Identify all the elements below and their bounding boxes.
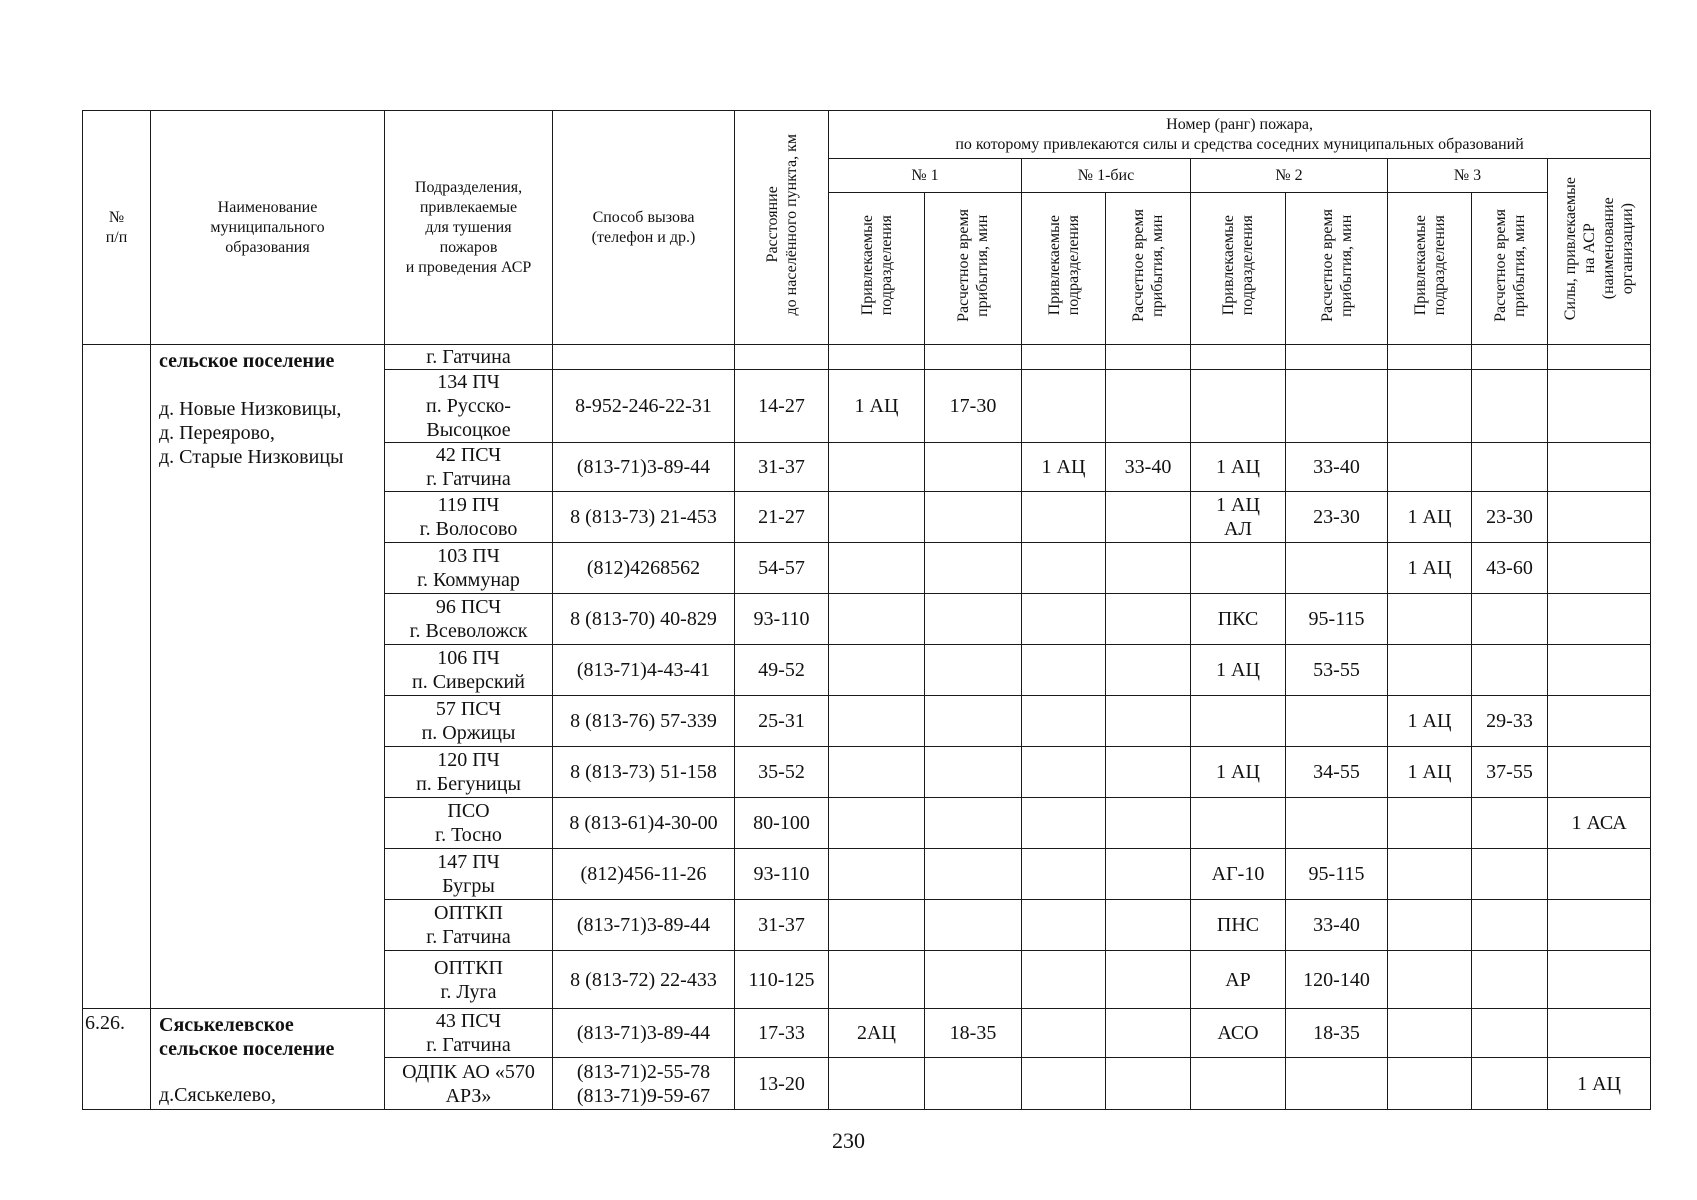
call-method-cell: 8 (813-73) 21-453 bbox=[553, 492, 735, 543]
rank1-units-cell bbox=[829, 543, 925, 594]
header-r3-time: Расчетное время прибытия, мин bbox=[1472, 193, 1548, 345]
rank2-time-cell: 34-55 bbox=[1286, 747, 1388, 798]
rank3-units-cell: 1 АЦ bbox=[1388, 696, 1472, 747]
rank1-units-cell bbox=[829, 951, 925, 1009]
asr-forces-cell: 1 АЦ bbox=[1548, 1058, 1651, 1110]
rank1-time-cell bbox=[925, 798, 1022, 849]
call-method-cell: 8 (813-73) 51-158 bbox=[553, 747, 735, 798]
rank1-time-cell bbox=[925, 492, 1022, 543]
header-r1bis-units: Привлекаемые подразделения bbox=[1022, 193, 1106, 345]
rank3-units-cell bbox=[1388, 370, 1472, 443]
distance-cell bbox=[735, 345, 829, 370]
rank1-time-cell bbox=[925, 645, 1022, 696]
unit-cell: 57 ПСЧ п. Оржицы bbox=[385, 696, 553, 747]
row-num-empty bbox=[83, 345, 151, 1009]
asr-forces-cell bbox=[1548, 543, 1651, 594]
distance-cell: 17-33 bbox=[735, 1009, 829, 1058]
rank1-units-cell bbox=[829, 443, 925, 492]
rank3-units-cell bbox=[1388, 645, 1472, 696]
rank3-time-cell: 23-30 bbox=[1472, 492, 1548, 543]
rank1-time-cell bbox=[925, 1058, 1022, 1110]
header-r2-units: Привлекаемые подразделения bbox=[1191, 193, 1286, 345]
municipality-title: Сяськелевское сельское поселение bbox=[159, 1014, 335, 1060]
rank1-units-cell bbox=[829, 696, 925, 747]
asr-forces-cell bbox=[1548, 443, 1651, 492]
distance-cell: 31-37 bbox=[735, 900, 829, 951]
rank1-units-cell bbox=[829, 345, 925, 370]
call-method-cell: (813-71)2-55-78 (813-71)9-59-67 bbox=[553, 1058, 735, 1110]
unit-cell: ОПТКП г. Луга bbox=[385, 951, 553, 1009]
rank3-time-cell: 29-33 bbox=[1472, 696, 1548, 747]
asr-forces-cell bbox=[1548, 696, 1651, 747]
rank2-time-cell: 53-55 bbox=[1286, 645, 1388, 696]
rank2-time-cell: 120-140 bbox=[1286, 951, 1388, 1009]
rank2-units-cell: ПКС bbox=[1191, 594, 1286, 645]
rank3-units-cell bbox=[1388, 798, 1472, 849]
header-municipality: Наименование муниципального образования bbox=[151, 111, 385, 345]
rank1-units-cell bbox=[829, 594, 925, 645]
rank3-units-cell: 1 АЦ bbox=[1388, 747, 1472, 798]
rank3-time-cell bbox=[1472, 443, 1548, 492]
rank3-time-cell bbox=[1472, 951, 1548, 1009]
rank2-time-cell: 33-40 bbox=[1286, 900, 1388, 951]
municipality-title: сельское поселение bbox=[159, 350, 335, 372]
rank2-units-cell bbox=[1191, 370, 1286, 443]
rank1-time-cell bbox=[925, 594, 1022, 645]
asr-forces-cell bbox=[1548, 492, 1651, 543]
rank1bis-time-cell bbox=[1106, 645, 1191, 696]
rank1-units-cell: 1 АЦ bbox=[829, 370, 925, 443]
call-method-cell: 8-952-246-22-31 bbox=[553, 370, 735, 443]
rank1bis-units-cell bbox=[1022, 798, 1106, 849]
call-method-cell: (812)456-11-26 bbox=[553, 849, 735, 900]
asr-forces-cell bbox=[1548, 900, 1651, 951]
rank1-time-cell bbox=[925, 951, 1022, 1009]
rank3-units-cell bbox=[1388, 345, 1472, 370]
rank3-units-cell bbox=[1388, 1009, 1472, 1058]
rank2-units-cell: 1 АЦ bbox=[1191, 747, 1286, 798]
rank3-units-cell bbox=[1388, 900, 1472, 951]
rank1bis-time-cell bbox=[1106, 1009, 1191, 1058]
rank3-units-cell: 1 АЦ bbox=[1388, 492, 1472, 543]
distance-cell: 54-57 bbox=[735, 543, 829, 594]
unit-cell: ОПТКП г. Гатчина bbox=[385, 900, 553, 951]
call-method-cell: 8 (813-61)4-30-00 bbox=[553, 798, 735, 849]
rank1bis-time-cell bbox=[1106, 345, 1191, 370]
rank1bis-units-cell bbox=[1022, 645, 1106, 696]
rank1bis-units-cell bbox=[1022, 370, 1106, 443]
fire-resources-table bbox=[82, 110, 1651, 1110]
municipality-villages: д. Новые Низковицы, д. Переярово, д. Старые Низковицы bbox=[159, 398, 344, 468]
header-call-method: Способ вызова (телефон и др.) bbox=[553, 111, 735, 345]
distance-cell: 49-52 bbox=[735, 645, 829, 696]
rank1bis-time-cell bbox=[1106, 747, 1191, 798]
distance-cell: 21-27 bbox=[735, 492, 829, 543]
header-distance: Расстояние до населённого пункта, км bbox=[735, 111, 829, 345]
unit-cell: 147 ПЧ Бугры bbox=[385, 849, 553, 900]
unit-cell: 96 ПСЧ г. Всеволожск bbox=[385, 594, 553, 645]
call-method-cell: 8 (813-70) 40-829 bbox=[553, 594, 735, 645]
rank1-time-cell bbox=[925, 696, 1022, 747]
distance-cell: 13-20 bbox=[735, 1058, 829, 1110]
rank1bis-units-cell bbox=[1022, 696, 1106, 747]
rank1-time-cell: 17-30 bbox=[925, 370, 1022, 443]
rank3-time-cell bbox=[1472, 345, 1548, 370]
rank2-units-cell: 1 АЦ bbox=[1191, 645, 1286, 696]
rank1bis-time-cell: 33-40 bbox=[1106, 443, 1191, 492]
rank1-units-cell bbox=[829, 747, 925, 798]
distance-cell: 31-37 bbox=[735, 443, 829, 492]
unit-cell: ОДПК АО «570 АРЗ» bbox=[385, 1058, 553, 1110]
rank2-time-cell bbox=[1286, 370, 1388, 443]
header-r3-units: Привлекаемые подразделения bbox=[1388, 193, 1472, 345]
rank2-time-cell bbox=[1286, 696, 1388, 747]
rank3-units-cell bbox=[1388, 443, 1472, 492]
rank1bis-units-cell bbox=[1022, 543, 1106, 594]
rank1bis-time-cell bbox=[1106, 492, 1191, 543]
header-rank-3: № 3 bbox=[1388, 159, 1548, 193]
rank2-time-cell bbox=[1286, 1058, 1388, 1110]
header-r1-time: Расчетное время прибытия, мин bbox=[925, 193, 1022, 345]
unit-cell: 119 ПЧ г. Волосово bbox=[385, 492, 553, 543]
rank3-time-cell bbox=[1472, 798, 1548, 849]
rank3-time-cell bbox=[1472, 1009, 1548, 1058]
call-method-cell: 8 (813-72) 22-433 bbox=[553, 951, 735, 1009]
rank1bis-units-cell bbox=[1022, 1058, 1106, 1110]
rank2-units-cell: АСО bbox=[1191, 1009, 1286, 1058]
header-r1-units: Привлекаемые подразделения bbox=[829, 193, 925, 345]
unit-cell: 134 ПЧ п. Русско- Высоцкое bbox=[385, 370, 553, 443]
fire-resources-table-page bbox=[82, 110, 1650, 1110]
rank1-units-cell bbox=[829, 1058, 925, 1110]
rank1-time-cell bbox=[925, 900, 1022, 951]
rank1bis-time-cell bbox=[1106, 543, 1191, 594]
rank3-units-cell bbox=[1388, 849, 1472, 900]
rank3-time-cell bbox=[1472, 645, 1548, 696]
rank3-time-cell: 43-60 bbox=[1472, 543, 1548, 594]
rank3-time-cell bbox=[1472, 900, 1548, 951]
rank1-time-cell: 18-35 bbox=[925, 1009, 1022, 1058]
rank1bis-units-cell bbox=[1022, 849, 1106, 900]
rank2-units-cell: АР bbox=[1191, 951, 1286, 1009]
distance-cell: 93-110 bbox=[735, 849, 829, 900]
rank3-units-cell bbox=[1388, 594, 1472, 645]
rank1bis-time-cell bbox=[1106, 951, 1191, 1009]
asr-forces-cell: 1 АСА bbox=[1548, 798, 1651, 849]
rank2-units-cell bbox=[1191, 1058, 1286, 1110]
rank1bis-time-cell bbox=[1106, 370, 1191, 443]
rank1bis-units-cell bbox=[1022, 747, 1106, 798]
distance-cell: 80-100 bbox=[735, 798, 829, 849]
rank2-units-cell bbox=[1191, 543, 1286, 594]
distance-cell: 14-27 bbox=[735, 370, 829, 443]
asr-forces-cell bbox=[1548, 747, 1651, 798]
asr-forces-cell bbox=[1548, 594, 1651, 645]
rank1-time-cell bbox=[925, 443, 1022, 492]
header-num: № п/п bbox=[83, 111, 151, 345]
rank1-units-cell bbox=[829, 849, 925, 900]
rank3-units-cell bbox=[1388, 951, 1472, 1009]
rank1bis-time-cell bbox=[1106, 849, 1191, 900]
rank1bis-units-cell bbox=[1022, 345, 1106, 370]
call-method-cell: (813-71)4-43-41 bbox=[553, 645, 735, 696]
table-body bbox=[83, 345, 1651, 1110]
rank2-time-cell: 23-30 bbox=[1286, 492, 1388, 543]
header-r2-time: Расчетное время прибытия, мин bbox=[1286, 193, 1388, 345]
rank1bis-time-cell bbox=[1106, 1058, 1191, 1110]
rank2-time-cell: 18-35 bbox=[1286, 1009, 1388, 1058]
table-row bbox=[83, 345, 1651, 370]
rank2-time-cell bbox=[1286, 798, 1388, 849]
rank2-time-cell: 95-115 bbox=[1286, 594, 1388, 645]
municipality-village: д.Сяськелево, bbox=[159, 1084, 276, 1106]
header-rank-title: Номер (ранг) пожара, по которому привлекаются силы и средства соседних муниципальных образований bbox=[829, 111, 1651, 159]
rank2-units-cell: 1 АЦ АЛ bbox=[1191, 492, 1286, 543]
header-rank-1bis: № 1-бис bbox=[1022, 159, 1191, 193]
call-method-cell: (813-71)3-89-44 bbox=[553, 900, 735, 951]
header-rank-1: № 1 bbox=[829, 159, 1022, 193]
distance-cell: 35-52 bbox=[735, 747, 829, 798]
rank3-units-cell: 1 АЦ bbox=[1388, 543, 1472, 594]
rank1bis-units-cell bbox=[1022, 492, 1106, 543]
distance-cell: 25-31 bbox=[735, 696, 829, 747]
distance-cell: 110-125 bbox=[735, 951, 829, 1009]
unit-cell: 42 ПСЧ г. Гатчина bbox=[385, 443, 553, 492]
asr-forces-cell bbox=[1548, 345, 1651, 370]
rank1-time-cell bbox=[925, 747, 1022, 798]
unit-cell: 120 ПЧ п. Бегуницы bbox=[385, 747, 553, 798]
rank2-time-cell bbox=[1286, 543, 1388, 594]
row-num: 6.26. bbox=[83, 1009, 151, 1110]
rank1-time-cell bbox=[925, 849, 1022, 900]
rank1-units-cell bbox=[829, 645, 925, 696]
rank2-units-cell bbox=[1191, 696, 1286, 747]
header-units: Подразделения, привлекаемые для тушения пожаров и проведения АСР bbox=[385, 111, 553, 345]
call-method-cell: (813-71)3-89-44 bbox=[553, 1009, 735, 1058]
rank1bis-time-cell bbox=[1106, 594, 1191, 645]
rank3-time-cell bbox=[1472, 370, 1548, 443]
rank3-time-cell: 37-55 bbox=[1472, 747, 1548, 798]
rank1bis-units-cell bbox=[1022, 900, 1106, 951]
rank3-time-cell bbox=[1472, 1058, 1548, 1110]
rank3-time-cell bbox=[1472, 594, 1548, 645]
rank2-units-cell: ПНС bbox=[1191, 900, 1286, 951]
asr-forces-cell bbox=[1548, 370, 1651, 443]
asr-forces-cell bbox=[1548, 849, 1651, 900]
rank2-units-cell bbox=[1191, 798, 1286, 849]
rank2-units-cell: 1 АЦ bbox=[1191, 443, 1286, 492]
rank1-time-cell bbox=[925, 543, 1022, 594]
header-r1bis-time: Расчетное время прибытия, мин bbox=[1106, 193, 1191, 345]
call-method-cell: 8 (813-76) 57-339 bbox=[553, 696, 735, 747]
rank1bis-time-cell bbox=[1106, 798, 1191, 849]
call-method-cell: (812)4268562 bbox=[553, 543, 735, 594]
rank1-units-cell bbox=[829, 798, 925, 849]
rank2-units-cell: АГ-10 bbox=[1191, 849, 1286, 900]
header-rank-2: № 2 bbox=[1191, 159, 1388, 193]
rank2-time-cell bbox=[1286, 345, 1388, 370]
unit-cell: 106 ПЧ п. Сиверский bbox=[385, 645, 553, 696]
municipality-cell bbox=[151, 345, 385, 1009]
rank1-units-cell: 2АЦ bbox=[829, 1009, 925, 1058]
rank1bis-units-cell: 1 АЦ bbox=[1022, 443, 1106, 492]
table-header bbox=[83, 111, 1651, 345]
table-row bbox=[83, 1009, 1651, 1058]
rank3-time-cell bbox=[1472, 849, 1548, 900]
asr-forces-cell bbox=[1548, 951, 1651, 1009]
unit-cell: ПСО г. Тосно bbox=[385, 798, 553, 849]
page-number: 230 bbox=[832, 1128, 865, 1153]
rank1bis-time-cell bbox=[1106, 696, 1191, 747]
distance-cell: 93-110 bbox=[735, 594, 829, 645]
unit-cell: 43 ПСЧ г. Гатчина bbox=[385, 1009, 553, 1058]
asr-forces-cell bbox=[1548, 645, 1651, 696]
rank1bis-units-cell bbox=[1022, 594, 1106, 645]
rank1bis-time-cell bbox=[1106, 900, 1191, 951]
asr-forces-cell bbox=[1548, 1009, 1651, 1058]
rank1bis-units-cell bbox=[1022, 951, 1106, 1009]
rank2-time-cell: 95-115 bbox=[1286, 849, 1388, 900]
rank1-units-cell bbox=[829, 900, 925, 951]
unit-cell: г. Гатчина bbox=[385, 345, 553, 370]
rank1-time-cell bbox=[925, 345, 1022, 370]
rank1-units-cell bbox=[829, 492, 925, 543]
header-asr: Силы, привлекаемые на АСР (наименование организации) bbox=[1548, 159, 1651, 345]
rank2-time-cell: 33-40 bbox=[1286, 443, 1388, 492]
call-method-cell bbox=[553, 345, 735, 370]
call-method-cell: (813-71)3-89-44 bbox=[553, 443, 735, 492]
unit-cell: 103 ПЧ г. Коммунар bbox=[385, 543, 553, 594]
rank1bis-units-cell bbox=[1022, 1009, 1106, 1058]
rank3-units-cell bbox=[1388, 1058, 1472, 1110]
municipality-cell bbox=[151, 1009, 385, 1110]
rank2-units-cell bbox=[1191, 345, 1286, 370]
